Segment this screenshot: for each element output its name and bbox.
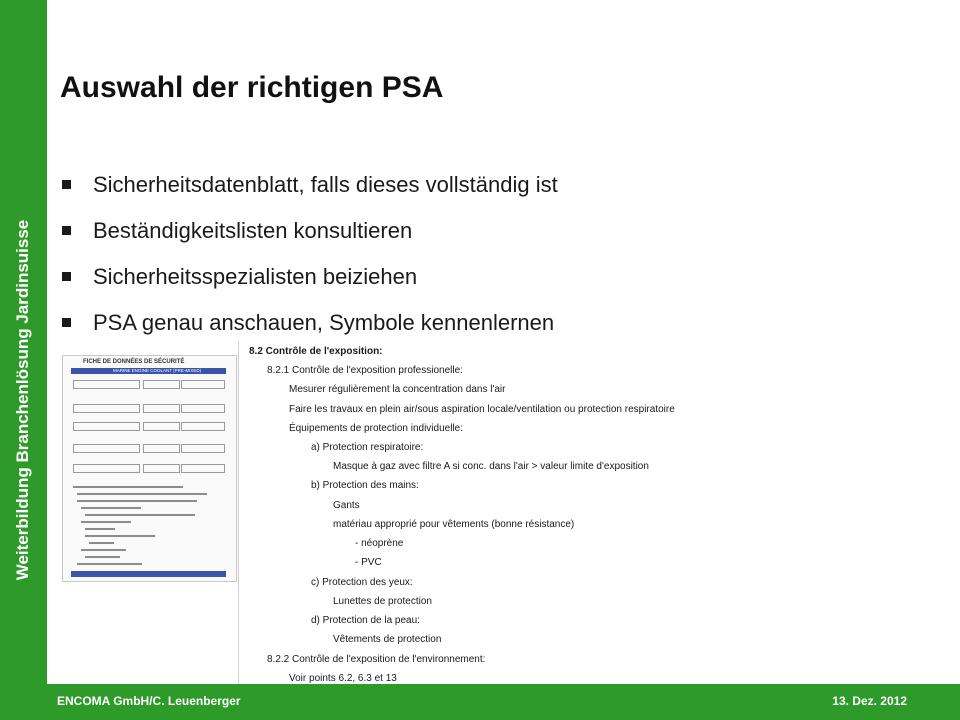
bullet-text: Sicherheitsspezialisten beiziehen <box>93 264 418 289</box>
thumbnail-line <box>77 563 142 565</box>
thumbnail-field <box>181 380 225 389</box>
bullet-item <box>62 172 558 218</box>
thumbnail-line <box>73 486 183 488</box>
bullet-text: Sicherheitsdatenblatt, falls dieses vollständig ist <box>93 172 558 197</box>
sds-thumbnail <box>62 355 237 582</box>
thumbnail-field <box>143 464 180 473</box>
doc-line: b) Protection des mains: <box>311 480 419 491</box>
thumbnail-footer-bar <box>71 571 226 577</box>
thumbnail-field <box>143 380 180 389</box>
doc-line: - néoprène <box>355 538 404 549</box>
footer-date: 13. Dez. 2012 <box>832 694 907 708</box>
sidebar-band <box>0 0 47 720</box>
bullet-item <box>62 218 558 264</box>
bullet-text: Beständigkeitslisten konsultieren <box>93 218 413 243</box>
doc-line: - PVC <box>355 557 382 568</box>
bullet-square-icon <box>62 226 71 235</box>
thumbnail-title: FICHE DE DONNÉES DE SÉCURITÉ <box>83 359 185 365</box>
thumbnail-line <box>85 556 120 558</box>
thumbnail-field <box>181 444 225 453</box>
thumbnail-field <box>73 422 140 431</box>
bullet-list <box>62 172 558 356</box>
bullet-square-icon <box>62 318 71 327</box>
thumbnail-field <box>73 404 140 413</box>
doc-line: c) Protection des yeux: <box>311 577 413 588</box>
thumbnail-line <box>89 542 114 544</box>
thumbnail-line <box>81 521 131 523</box>
thumbnail-field <box>143 404 180 413</box>
thumbnail-field <box>73 464 140 473</box>
doc-line: Lunettes de protection <box>333 596 432 607</box>
doc-line: Voir points 6.2, 6.3 et 13 <box>289 673 397 684</box>
thumbnail-line <box>85 514 195 516</box>
thumbnail-line <box>85 535 155 537</box>
thumbnail-field <box>181 422 225 431</box>
thumbnail-product: MARINE ENGINE COOLANT (PRE-MIXED) <box>113 368 202 373</box>
doc-line: Mesurer régulièrement la concentration dans l'air <box>289 384 506 395</box>
doc-line: Équipements de protection individuelle: <box>289 423 463 434</box>
footer-band <box>0 684 960 720</box>
doc-line: Masque à gaz avec filtre A si conc. dans l'air > valeur limite d'exposition <box>333 461 649 472</box>
doc-line: d) Protection de la peau: <box>311 615 420 626</box>
doc-line: 8.2 Contrôle de l'exposition: <box>249 346 383 357</box>
thumbnail-field <box>143 422 180 431</box>
thumbnail-line <box>81 549 126 551</box>
doc-line: a) Protection respiratoire: <box>311 442 424 453</box>
doc-line: 8.2.1 Contrôle de l'exposition professionelle: <box>267 365 463 376</box>
sds-excerpt <box>238 341 675 689</box>
bullet-square-icon <box>62 272 71 281</box>
slide-title: Auswahl der richtigen PSA <box>60 71 444 104</box>
bullet-square-icon <box>62 180 71 189</box>
thumbnail-field <box>73 380 140 389</box>
doc-line: Faire les travaux en plein air/sous aspiration locale/ventilation ou protection respiratoire <box>289 404 675 415</box>
doc-line: Vêtements de protection <box>333 634 442 645</box>
thumbnail-field <box>73 444 140 453</box>
thumbnail-line <box>77 500 197 502</box>
doc-line: Gants <box>333 500 360 511</box>
thumbnail-field <box>143 444 180 453</box>
thumbnail-line <box>77 493 207 495</box>
thumbnail-field <box>181 404 225 413</box>
footer-author: ENCOMA GmbH/C. Leuenberger <box>57 694 241 708</box>
bullet-item <box>62 264 558 310</box>
sidebar-vertical-text: Weiterbildung Branchenlösung Jardinsuisse <box>13 219 32 581</box>
doc-line: matériau approprié pour vêtements (bonne résistance) <box>333 519 575 530</box>
thumbnail-line <box>85 528 115 530</box>
doc-line: 8.2.2 Contrôle de l'exposition de l'environnement: <box>267 654 486 665</box>
thumbnail-field <box>181 464 225 473</box>
thumbnail-line <box>81 507 141 509</box>
bullet-text: PSA genau anschauen, Symbole kennenlernen <box>93 310 555 335</box>
